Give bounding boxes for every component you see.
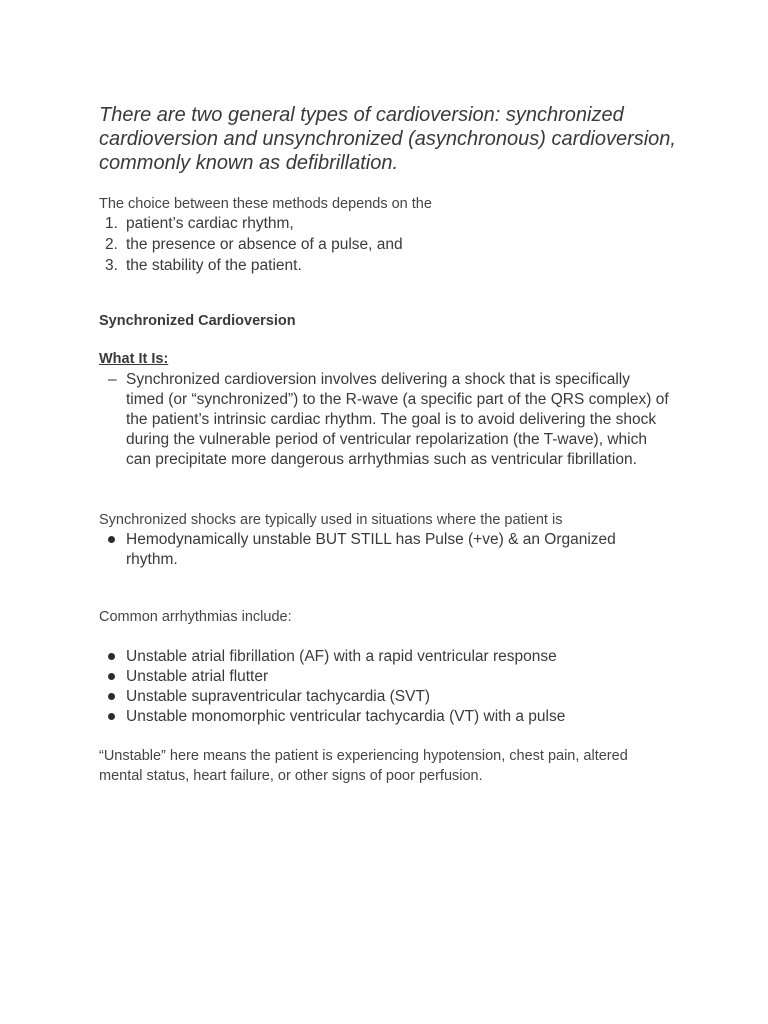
list-item: [99, 255, 403, 276]
list-item-text: Synchronized cardioversion involves delivering a shock that is specifically timed (or “synchronized”) to the R-wave (a specific part of the QRS complex) of the patient’s intrinsic cardiac rhythm. The goal is to avoid delivering the shock during the vulnerable period of ventricular repolarization (the T-wave), which can precipitate more dangerous arrhythmias such as ventricular fibrillation.: [126, 371, 669, 468]
list-item: [99, 707, 669, 727]
intro-paragraph: There are two general types of cardioversion: synchronized cardioversion and unsynchronized (asynchronous) cardioversion, commonly known as defibrillation.: [99, 104, 676, 174]
dash-marker: –: [108, 371, 117, 388]
bullet-dot-icon: [108, 653, 115, 660]
list-item-text: Unstable atrial fibrillation (AF) with a rapid ventricular response: [126, 648, 557, 665]
choice-numbered-list: [99, 213, 403, 276]
unstable-definition-note: “Unstable” here means the patient is experiencing hypotension, chest pain, altered mental status, heart failure, or other signs of poor perfusion.: [99, 748, 628, 784]
list-item: [99, 213, 403, 234]
list-number: 3.: [105, 257, 118, 274]
list-item-text: patient’s cardiac rhythm,: [126, 215, 294, 232]
list-item-text: the stability of the patient.: [126, 257, 302, 274]
arrhythmias-bullet-list: [99, 647, 669, 727]
bullet-dot-icon: [108, 673, 115, 680]
list-number: 1.: [105, 215, 118, 232]
arrhythmias-lead-text: Common arrhythmias include:: [99, 609, 292, 625]
what-it-is-list: [99, 370, 669, 470]
what-it-is-heading: What It Is:: [99, 351, 169, 367]
bullet-dot-icon: [108, 536, 115, 543]
list-item-text: Unstable monomorphic ventricular tachycardia (VT) with a pulse: [126, 708, 566, 725]
list-item-text: Hemodynamically unstable BUT STILL has Pulse (+ve) & an Organized rhythm.: [126, 531, 616, 568]
list-item: [99, 687, 669, 707]
list-item: [99, 647, 669, 667]
usage-lead-text: Synchronized shocks are typically used in situations where the patient is: [99, 512, 563, 528]
list-number: 2.: [105, 236, 118, 253]
usage-bullet-list: [99, 530, 669, 570]
list-item-text: Unstable atrial flutter: [126, 668, 269, 685]
bullet-dot-icon: [108, 693, 115, 700]
list-item: [99, 370, 669, 470]
list-item: [99, 667, 669, 687]
list-item: [99, 530, 669, 570]
list-item-text: Unstable supraventricular tachycardia (SVT): [126, 688, 431, 705]
choice-lead-text: The choice between these methods depends on the: [99, 196, 432, 212]
section-heading: Synchronized Cardioversion: [99, 313, 296, 329]
list-item: [99, 234, 403, 255]
bullet-dot-icon: [108, 713, 115, 720]
list-item-text: the presence or absence of a pulse, and: [126, 236, 403, 253]
